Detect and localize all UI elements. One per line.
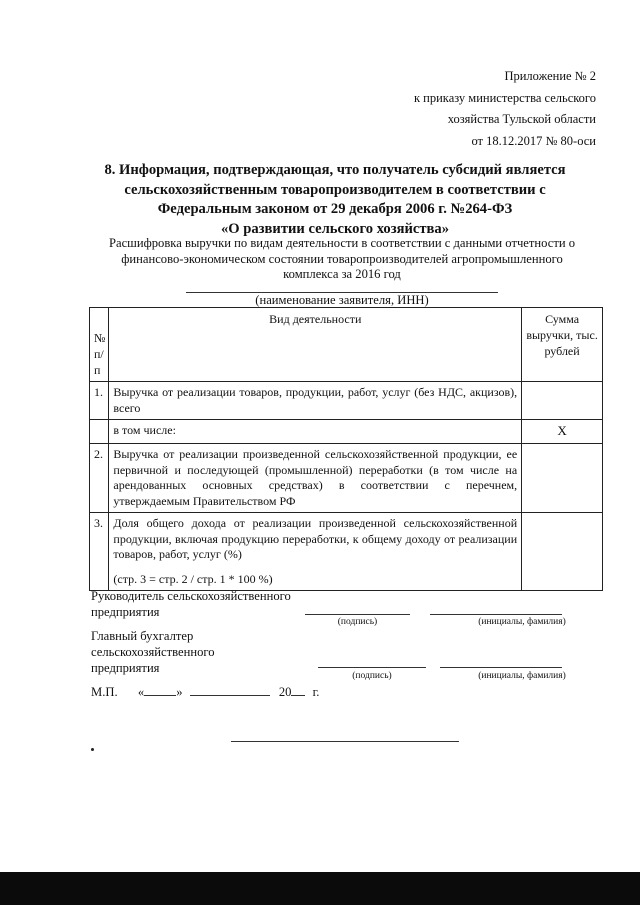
appendix-block bbox=[360, 66, 596, 152]
head-initials-caption: (инициалы, фамилия) bbox=[478, 617, 566, 627]
accountant-signature-line bbox=[318, 667, 426, 668]
row-activity-cell bbox=[109, 513, 522, 591]
row-formula: (стр. 3 = стр. 2 / стр. 1 * 100 %) bbox=[113, 571, 273, 586]
row-activity: Доля общего дохода от реализации произведенной сельскохозяйственной продукции, включая продукцию переработки, к общему доходу от реализации товаров, работ, услуг (%) bbox=[113, 516, 518, 561]
applicant-caption: (наименование заявителя, ИНН) bbox=[255, 293, 429, 307]
row-number: 3. bbox=[90, 513, 109, 591]
month-blank bbox=[190, 683, 270, 696]
appendix-line-3: хозяйства Тульской области bbox=[447, 112, 596, 126]
heading-line-3: Федеральным законом от 29 декабря 2006 г. №264-ФЗ bbox=[157, 201, 513, 218]
header-no: № п/п bbox=[90, 308, 109, 382]
revenue-table bbox=[89, 307, 603, 591]
document-heading bbox=[70, 161, 600, 239]
head-initials-line bbox=[430, 614, 562, 615]
head-label-line-2: предприятия bbox=[91, 605, 160, 619]
table-row bbox=[90, 444, 603, 513]
year-suffix: г. bbox=[312, 685, 320, 699]
quote-close: » bbox=[176, 685, 183, 699]
accountant-signature-caption: (подпись) bbox=[352, 671, 392, 681]
row-sum bbox=[522, 382, 603, 420]
row-activity: Выручка от реализации произведенной сельскохозяйственной продукции, ее первичной и последующей (промышленной) переработки (в том числе на арендованных основных средствах) в соответствии с перечнем, утверждаемым Правительством РФ bbox=[109, 444, 522, 513]
quote-open: « bbox=[137, 685, 145, 699]
head-signature-label bbox=[91, 588, 291, 620]
row-sum bbox=[522, 444, 603, 513]
row-number: 2. bbox=[90, 444, 109, 513]
row-activity: в том числе: bbox=[109, 420, 522, 444]
accountant-label-line-2: сельскохозяйственного bbox=[91, 645, 215, 659]
appendix-line-1: Приложение № 2 bbox=[504, 69, 596, 83]
subtitle-line-1: Расшифровка выручки по видам деятельности в соответствии с данными отчетности о bbox=[108, 236, 576, 250]
appendix-line-4: от 18.12.2017 № 80-оси bbox=[471, 133, 596, 148]
bottom-divider bbox=[231, 741, 459, 742]
subtitle-line-2: финансово-экономическом состоянии товаропроизводителей агропромышленного bbox=[121, 251, 563, 266]
appendix-line-2: к приказу министерства сельского bbox=[413, 90, 596, 105]
row-activity: Выручка от реализации товаров, продукции, работ, услуг (без НДС, акцизов), всего bbox=[109, 382, 522, 420]
accountant-signature-label bbox=[91, 628, 215, 676]
document-subtitle bbox=[78, 236, 606, 283]
year-prefix: 20 bbox=[278, 685, 292, 699]
header-sum: Сумма выручки, тыс. рублей bbox=[522, 308, 603, 382]
row-sum: Х bbox=[522, 420, 603, 444]
row-number: 1. bbox=[90, 382, 109, 420]
subtitle-line-3: комплекса за 2016 год bbox=[283, 267, 401, 281]
heading-line-4: «О развитии сельского хозяйства» bbox=[220, 220, 450, 237]
accountant-label-line-3: предприятия bbox=[91, 661, 160, 675]
heading-line-1: 8. Информация, подтверждающая, что получатель субсидий является bbox=[104, 162, 566, 178]
day-blank bbox=[144, 683, 176, 696]
stamp-label: М.П. bbox=[91, 685, 118, 699]
accountant-label-line-1: Главный бухгалтер bbox=[91, 629, 194, 643]
head-signature-caption: (подпись) bbox=[337, 617, 378, 627]
header-activity: Вид деятельности bbox=[109, 308, 522, 382]
stray-mark bbox=[91, 748, 94, 751]
accountant-initials-line bbox=[440, 667, 562, 668]
head-signature-line bbox=[305, 614, 410, 615]
scan-edge-band bbox=[0, 872, 640, 905]
accountant-initials-caption: (инициалы, фамилия) bbox=[478, 671, 566, 681]
stamp-date-line bbox=[91, 683, 319, 700]
head-label-line-1: Руководитель сельскохозяйственного bbox=[91, 589, 291, 603]
table-row bbox=[90, 513, 603, 591]
table-row bbox=[90, 382, 603, 420]
table-header-row bbox=[90, 308, 603, 382]
row-sum bbox=[522, 513, 603, 591]
year-blank bbox=[291, 683, 305, 696]
heading-line-2: сельскохозяйственным товаропроизводителем в соответствии с bbox=[124, 181, 546, 198]
row-number bbox=[90, 420, 109, 444]
table-row bbox=[90, 420, 603, 444]
